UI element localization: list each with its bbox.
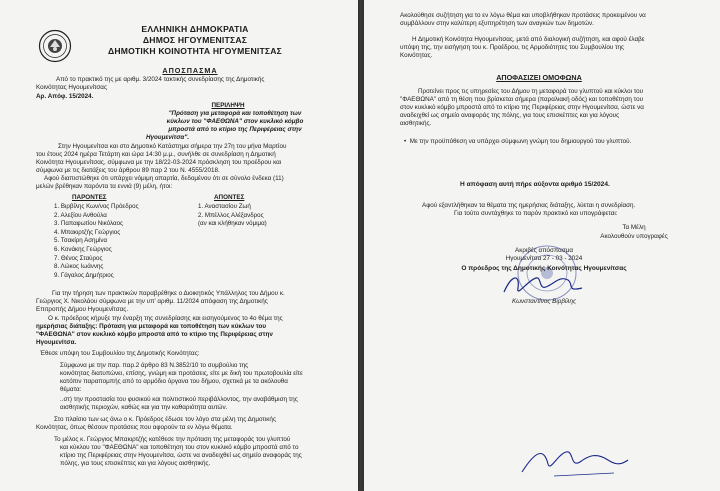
left-document-page	[0, 0, 358, 491]
body-line-5: Αφού διαπιστώθηκε ότι υπάρχει νόμιμη απαρτία, δεδομένου ότι σε σύνολο ένδεκα (11)	[44, 175, 284, 182]
summary-label: ΠΕΡΙΛΗΨΗ	[211, 102, 245, 109]
signatures-follow-label: Ακολουθούν υπογραφές	[600, 233, 668, 240]
law-line-3: κατόπιν παραπομπής από το αρμόδιο όργανα του δήμου, σχετικά με τα ακόλουθα	[60, 378, 288, 385]
signatory-name: Κωνσταντίνος Βιρβίλης	[511, 298, 577, 305]
cont-line-3: Η Δημοτική Κοινότητα Ηγουμενίτσας, μετά από διαλογική συζήτηση, και αφού έλαβε	[412, 36, 645, 43]
cont-line-1: Ακολούθησε συζήτηση για το εν λόγω θέμα και υποβλήθηκαν προτάσεις προκειμένου να	[400, 12, 646, 19]
decision-number: Αρ. Απόφ. 15/2024.	[36, 93, 94, 100]
list-item: 9. Γάγαλος Δημήτριος	[54, 271, 114, 279]
body-line-2: του έτους 2024 ημέρα Τετάρτη και ώρα 14:30 μ.μ., συνήλθε σε συνεδρίαση η Δημοτική	[36, 151, 276, 158]
decision-line-3: στον κυκλικό κόμβο μπροστά από το κτίριο της Περιφέρειας στην Ηγουμενίτσα, ώστε να	[400, 104, 644, 111]
present-members-list	[54, 203, 139, 280]
law-line-4: θέματα:	[60, 386, 82, 393]
summary-line-1: "Πρόταση για μεταφορά και τοποθέτηση των	[168, 110, 302, 117]
body-line-1: Στην Ηγουμενίτσα και στο Δημοτικό Κατάστημα σήμερα την 27η του μήνα Μαρτίου	[58, 143, 287, 150]
list-item: 7. Θένος Σταύρος	[54, 254, 103, 262]
intro-line-2: Κοινότητας Ηγουμενίτσας	[36, 84, 107, 91]
list-item: 4. Μπακιρτζής Γεώργιος	[54, 228, 121, 236]
bullet-icon: •	[404, 138, 410, 145]
header-line-1: ΕΛΛΗΝΙΚΗ ΔΗΜΟΚΡΑΤΙΑ	[141, 24, 249, 34]
signatory-title: Ο πρόεδρος της Δημοτικής Κοινότητας Ηγουμενίτσας	[461, 265, 627, 272]
law-line-5: ..στ) την προστασία του φυσικού και πολιτιστικού περιβάλλοντος, την αναβάθμιση της	[60, 396, 298, 403]
cont-line-2: συμβάλλουν στην καλύτερη εξυπηρέτηση των αναγκών των δημοτών.	[400, 20, 594, 27]
list-item: 2. Αλεξίου Ανθούλα	[54, 211, 107, 219]
members-label: Τα Μέλη	[622, 224, 646, 231]
law-line-6: αισθητικής περιοχών, καθώς και για την καθαριότητα αυτών.	[60, 404, 228, 411]
cont-line-4: υπόψη της, την εισήγηση του κ. Προέδρου, τις Αρμοδιότητες του Συμβουλίου της	[400, 44, 625, 51]
list-item: 2. Μπέλλος Αλέξανδρος	[198, 211, 264, 219]
apospasma-title: ΑΠΟΣΠΑΣΜΑ	[162, 66, 218, 75]
minutes-line-2: Γεώργιος Χ. Νικολάου σύμφωνα με την υπ' αριθμ. 11/2024 απόφαση της Δημοτικής	[36, 298, 268, 305]
list-item: (αν και κλήθηκαν νόμιμα)	[198, 220, 267, 228]
absent-title: ΑΠΟΝΤΕΣ	[214, 194, 245, 201]
decision-line-4: αναδειχθεί ως σημείο αναφοράς της πόλης, για τους επισκέπτες και για λόγους	[400, 112, 620, 119]
signature-scribble-icon	[514, 442, 634, 482]
list-item: 1. Βιρβίλης Κων/νος Πρόεδρος	[54, 203, 139, 210]
copy-date: Ηγουμενίτσα 27 - 03 - 2024	[505, 255, 583, 262]
absent-members-list	[198, 203, 267, 229]
header-line-3: ΔΗΜΟΤΙΚΗ ΚΟΙΝΟΤΗΤΑ ΗΓΟΥΜΕΝΙΤΣΑΣ	[107, 46, 283, 56]
body-line-3: Κοινότητα Ηγουμενίτσας, σύμφωνα με την 18/22-03-2024 πρόσκληση του προέδρου και	[36, 159, 282, 166]
municipality-seal-icon	[38, 29, 72, 63]
closing-line-2: Για τούτο συντάχθηκε το παρόν πρακτικό και υπογράφεται:	[454, 210, 618, 217]
law-line-1: Σύμφωνα με την παρ. παρ.2 άρθρο 83 Ν.3852/10 το συμβούλιο της	[60, 362, 249, 369]
decision-heading: ΑΠΟΦΑΣΙΖΕΙ ΟΜΟΦΩΝΑ	[496, 73, 582, 82]
topic-line-2: ημερήσιας διάταξης: Πρόταση για μεταφορά και τοποθέτηση των κύκλων του	[36, 323, 267, 330]
copy-label: Ακριβές απόσπασμα	[515, 247, 573, 254]
intro-line-1: Από το πρακτικό της με αριθμ. 3/2024 τακτικής συνεδρίασης της Δημοτικής	[56, 76, 265, 83]
topic-line-3: "ΦΑΕΘΩΝΑ" στον κυκλικό κόμβο μπροστά από το κτίριο της Περιφέρειας στην	[36, 331, 273, 338]
decision-number-line: Η απόφαση αυτή πήρε αύξοντα αριθμό 15/2024.	[460, 181, 610, 188]
list-item: 6. Κονάκης Γεώργιος	[54, 245, 112, 253]
right-document-page	[364, 0, 720, 491]
summary-line-3: μπροστά από το κτίριο της Περιφέρειας στην	[168, 126, 302, 133]
decision-line-1: Προτείνει προς τις υπηρεσίες του Δήμου τη μεταφορά του γλυπτού και κύκλοι του	[418, 88, 644, 95]
list-item: 5. Τσακίρη Ασημίνα	[54, 237, 108, 245]
list-item: 1. Αναστασίου Ζωή	[198, 203, 251, 210]
platform-line-1: Στο πλαίσιο των ως άνω ο κ. Πρόεδρος έδωσε τον λόγο στα μέλη της Δημοτικής	[54, 416, 276, 423]
proposal-line-4: πόλης, για τους επισκέπτες και για λόγους αισθητικής.	[60, 460, 211, 467]
closing-line-1: Αφού εξαντλήθηκαν τα θέματα της ημερήσιας διάταξης, λύεται η συνεδρίαση.	[422, 202, 636, 209]
minutes-line-1: Για την τήρηση των πρακτικών παραβρέθηκε ο Διοικητικός Υπάλληλος του Δήμου κ.	[52, 290, 285, 297]
cont-line-5: Κοινότητας.	[400, 52, 433, 59]
minutes-line-3: Επιτροπής Δήμου Ηγουμενίτσας.	[36, 306, 129, 313]
list-item: 8. Λώκος Ιωάννης	[54, 263, 104, 271]
topic-line-4: Ηγουμενίτσα.	[36, 339, 77, 346]
bullet-item: • Με την προϋπόθεση να υπάρχει σύμφωνη γνώμη του δημιουργού του γλυπτού.	[404, 138, 632, 145]
decision-line-5: αισθητικής.	[400, 120, 432, 127]
summary-line-4: Ηγουμενίτσα".	[146, 134, 190, 141]
proposal-line-3: κτίριο της Περιφέρειας στην Ηγουμενίτσα, ώστε να αναδειχθεί ως σημείο αναφοράς της	[60, 452, 302, 459]
proposal-line-2: και κύκλου του "ΦΑΕΘΩΝΑ" και τοποθέτηση του στον κυκλικό κόμβο μπροστά από το	[60, 444, 299, 451]
platform-line-2: Κοινότητας, όπως θέσουν προτάσεις που αφορούν τα εν λόγω θέματα.	[36, 424, 233, 431]
summary-line-2: κύκλων του "ΦΑΕΘΩΝΑ" στον κυκλικό κόμβο	[166, 118, 304, 125]
present-title: ΠΑΡΟΝΤΕΣ	[72, 194, 107, 201]
header-line-2: ΔΗΜΟΣ ΗΓΟΥΜΕΝΙΤΣΑΣ	[142, 35, 248, 45]
body-line-4: σύμφωνα με τις διατάξεις του άρθρου 89 παρ 2 του Ν. 4555/2018.	[36, 167, 220, 174]
topic-line-1: Ο κ. πρόεδρος κήρυξε την έναρξη της συνεδρίασης και εισηγούμενος το 4ο θέμα της	[48, 315, 283, 322]
list-item: 3. Παπαφωτίου Νικόλαος	[54, 220, 123, 228]
ethese-line: Έθεσε υπόψη του Συμβουλίου της Δημοτικής Κοινότητας:	[40, 350, 200, 357]
decision-line-2: "ΦΑΕΘΩΝΑ" από τη θέση που βρίσκεται σήμερα (παραλιακή οδός) και τοποθέτηση του	[400, 96, 644, 103]
law-line-2: κοινότητας διατυπώνει, επίσης, γνώμη και προτάσεις, είτε με δική του πρωτοβουλία είτε	[60, 370, 303, 377]
proposal-line-1: Το μέλος κ. Γεώργιος Μπακιρτζής κατέθεσε την πρόταση της μεταφοράς του γλυπτού	[54, 436, 291, 443]
body-line-6: μελών βρέθηκαν παρόντα τα εννιά (9) μέλη, ήτοι:	[36, 183, 173, 190]
